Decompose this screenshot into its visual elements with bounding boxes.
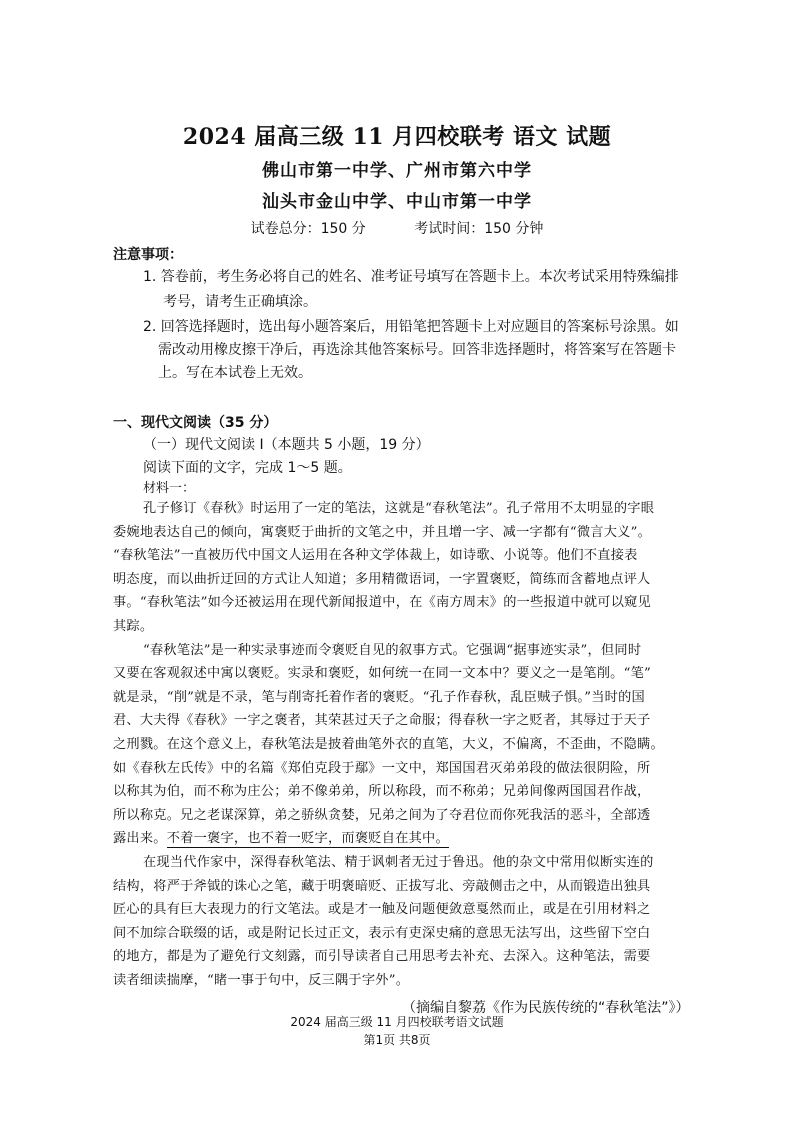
paragraph-line: 结构，将严于斧钺的诛心之笔，藏于明褒暗贬、正拔写北、旁敲侧击之中，从而锻造出独具 (113, 878, 651, 894)
paragraph-line (113, 827, 449, 846)
paragraph-line: 又要在客观叙述中寓以褒贬。实录和褒贬，如何统一在同一文本中？要义之一是笔削。“笔” (113, 666, 652, 682)
paragraph-line: “春秋笔法”一直被历代中国文人运用在各种文学体裁上，如诗歌、小说等。他们不直接表 (113, 548, 638, 564)
notice-line: 考号，请考生正确填涂。 (163, 294, 317, 310)
notice-line: 2. 回答选择题时，选出每小题答案后，用铅笔把答题卡上对应题目的答案标号涂黑。如 (143, 319, 679, 335)
exam-time: 考试时间：150 分钟 (414, 221, 544, 237)
exam-meta (0, 218, 794, 238)
material-label: 材料一： (143, 481, 196, 496)
underlined-sentence: 不着一褒字，也不着一贬字，而褒贬自在其中。 (166, 831, 449, 847)
paragraph-line: 其踪。 (113, 619, 154, 634)
schools-line-2: 汕头市金山中学、中山市第一中学 (262, 192, 532, 212)
schools-line-1: 佛山市第一中学、广州市第六中学 (262, 161, 532, 181)
paragraph-line: 就是录，“削”就是不录，笔与削寄托着作者的褒贬。“孔子作春秋，乱臣贼子惧。”当时的国 (113, 689, 645, 705)
instruction: 阅读下面的文字，完成 1～5 题。 (143, 460, 352, 476)
section-heading: 一、现代文阅读（35 分） (113, 415, 278, 431)
notice-line: 上。写在本试卷上无效。 (158, 365, 312, 381)
footer-title: 2024 届高三级 11 月四校联考语文试题 (290, 1015, 504, 1029)
paragraph-line: 明态度，而以曲折迂回的方式让人知道；多用精微语词，一字置褒贬，简练而含蓄地点评人 (113, 571, 651, 587)
page-number: 第1页 共8页 (363, 1033, 431, 1047)
notice-line: 需改动用橡皮擦干净后，再选涂其他答案标号。回答非选择题时，将答案写在答题卡 (158, 342, 676, 358)
paragraph-line: 所以称克。兄之老谋深算，弟之骄纵贪婪，兄弟之间为了夺君位而你死我活的恶斗，全部透 (113, 807, 651, 823)
paragraph-line: 匠心的具有巨大表现力的行文笔法。或是才一触及问题便敛意戛然而止，或是在引用材料之 (113, 902, 651, 918)
paragraph-line: 事。“春秋笔法”如今还被运用在现代新闻报道中，在《南方周末》的一些报道中就可以窥见 (113, 595, 652, 611)
paragraph-line: 之刑戮。在这个意义上，春秋笔法是披着曲笔外衣的直笔，大义，不偏离，不歪曲，不隐瞒。 (113, 737, 664, 752)
notice-heading: 注意事项： (113, 247, 183, 263)
paragraph-line: “春秋笔法”是一种实录事迹而令褒贬自见的叙事方式。它强调“据事迹实录”，但同时 (143, 642, 642, 658)
paragraph-line: 间不加综合联缀的话，或是附记长过正文，表示有吏深史痛的意思无法写出，这些留下空白 (113, 925, 651, 941)
notice-line: 1. 答卷前，考生务必将自己的姓名、准考证号填写在答题卡上。本次考试采用特殊编排 (143, 269, 679, 285)
subsection-heading: （一）现代文阅读 I（本题共 5 小题，19 分） (143, 437, 430, 453)
paragraph-line: 在现当代作家中，深得春秋笔法、精于讽刺者无过于鲁迅。他的杂文中常用似断实连的 (143, 855, 654, 870)
paragraph-line: 君、大夫得《春秋》一字之褒者，其荣甚过天子之命服；得春秋一字之贬者，其辱过于天子 (113, 713, 651, 729)
paragraph-line: 如《春秋左氏传》中的名篇《郑伯克段于鄢》一文中，郑国国君灭弟弟段的做法很阴险，所 (113, 760, 651, 776)
paragraph-line: 孔子修订《春秋》时运用了一定的笔法，这就是“春秋笔法”。孔子常用不太明显的字眼 (143, 501, 655, 516)
paragraph-line: 读者细读揣摩，“睹一事于句中，反三隅于字外”。 (113, 973, 410, 988)
paragraph-line: 以称其为伯，而不称为庄公；弟不像弟弟，所以称段，而不称弟；兄弟间像两国国君作战， (113, 784, 651, 800)
paragraph-line: 委婉地表达自己的倾向，寓褒贬于曲折的文笔之中，并且增一字、减一字都有“微言大义”。 (113, 524, 652, 540)
paragraph-line: 的地方，都是为了避免行文刻露，而引导读者自己用思考去补充、去深入。这种笔法，需要 (113, 949, 651, 965)
exam-title: 2024 届高三级 11 月四校联考 语文 试题 (182, 124, 612, 150)
total-score: 试卷总分：150 分 (250, 221, 366, 237)
paragraph-text: 露出来。 (113, 831, 167, 847)
source-citation: （摘编自黎荔《作为民族传统的“春秋笔法”》） (402, 999, 690, 1016)
